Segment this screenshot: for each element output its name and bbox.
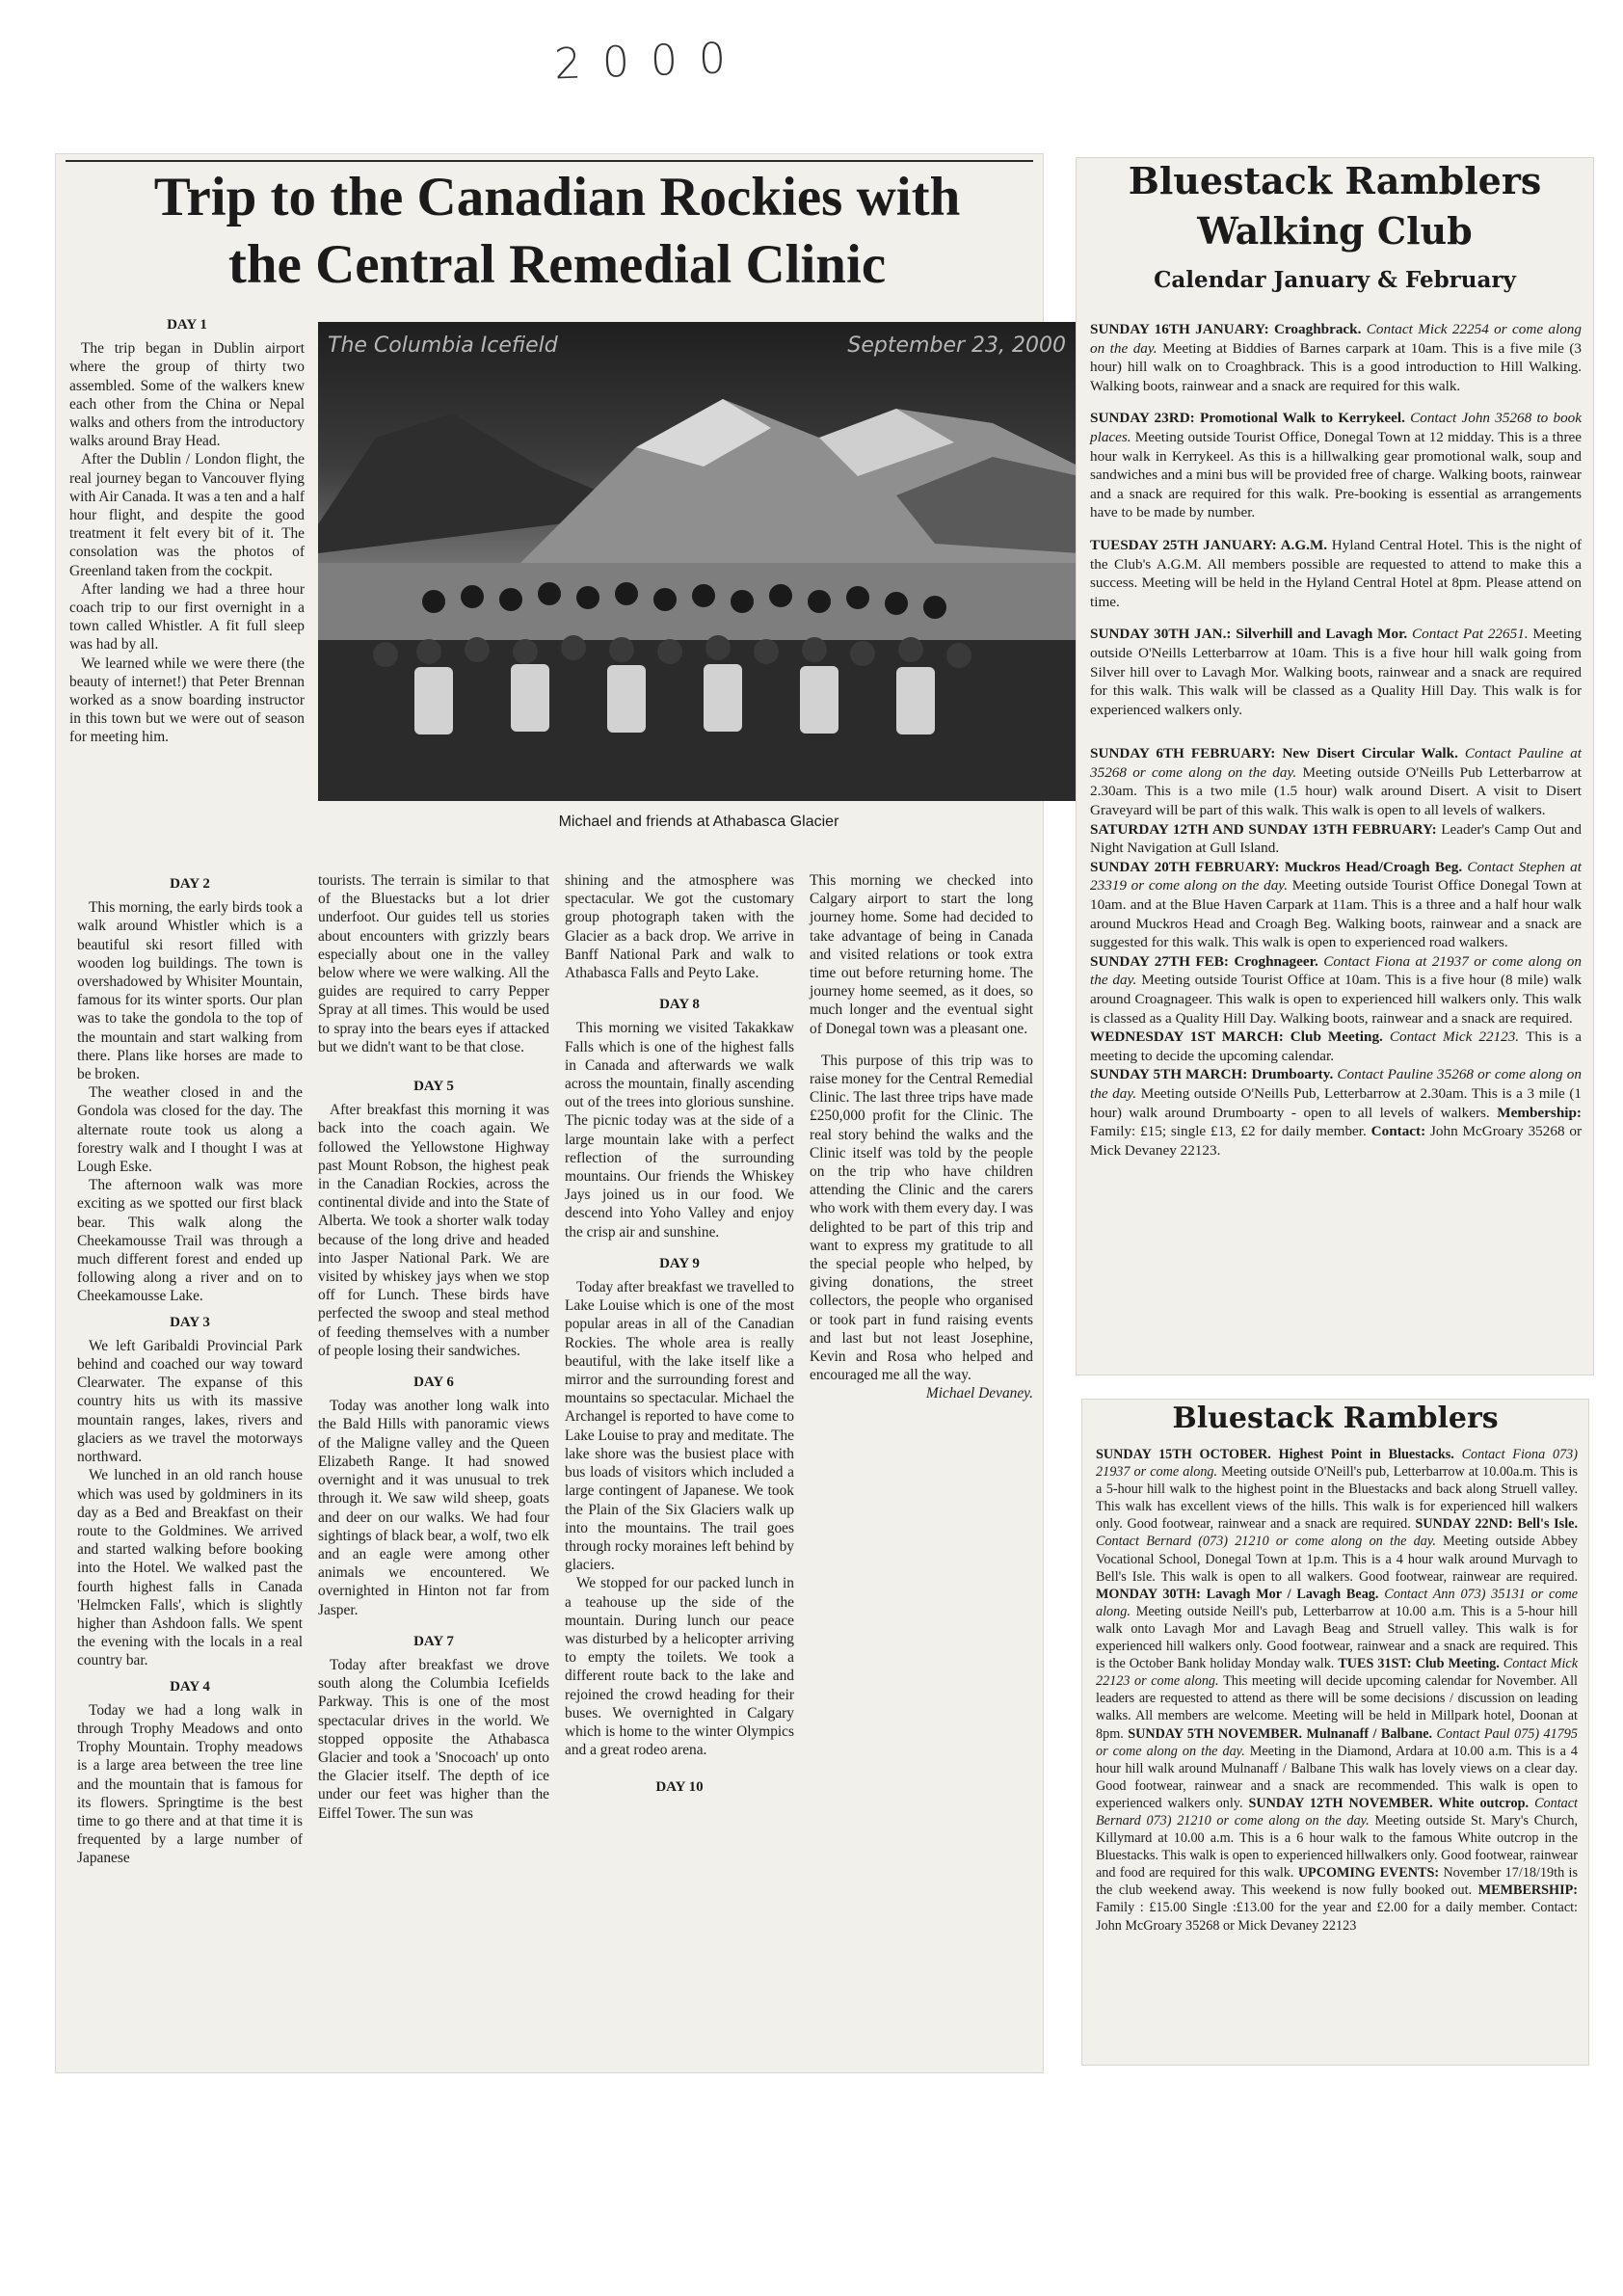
entry-text: Meeting outside O'Neills Pub, Letterbarrow at 2.30am. This is a 3 mile (1 hour) walk around Drumboarty - open to all levels of walkers. xyxy=(1090,1084,1582,1121)
entry-heading: SUNDAY 22ND: Bell's Isle. xyxy=(1415,1516,1578,1533)
entry-text: Leader's Camp Out and Night Navigation at Gull Island. xyxy=(1090,820,1582,857)
entry-heading: MEMBERSHIP: xyxy=(1477,1882,1578,1899)
paragraph: After the Dublin / London flight, the real journey began to Vancouver flying with Air Canada. It was a ten and a half hour flight, and despite the good treatment it felt every bit of it. The consolation was the photos of Greenland taken from the cockpit. xyxy=(69,451,305,579)
calendar-entry xyxy=(1090,952,1582,1028)
column-1-upper xyxy=(69,308,305,747)
paragraph: We stopped for our packed lunch in a teahouse up the side of the mountain. During lunch our peace was disturbed by a helicopter arriving to empty the toilets. We took a different route back to the lake and rejoined the crowd heading for their buses. We overnighted in Calgary which is home to the winter Olympics and a great rodeo arena. xyxy=(565,1575,794,1759)
day-heading: DAY 4 xyxy=(170,1678,210,1695)
entry-contact: Contact Fiona at 21937 or come along on the day. xyxy=(1090,952,1582,989)
day-heading: DAY 8 xyxy=(659,997,700,1013)
entry-text: November 17/18/19th is the club weekend away. This weekend is now fully booked out. xyxy=(1096,1865,1578,1899)
calendar-entry xyxy=(1090,1065,1582,1160)
entry-text: Meeting outside Tourist Office at 10am. This is a five hour (8 mile) walk around Croagnageer. This walk is open to experienced hill walkers only. This walk is classed as a Quality Hill Day. Walking boots, rainwear and a snack are required. xyxy=(1090,972,1582,1027)
calendar-title-line-2: Walking Club xyxy=(1197,209,1473,253)
entry-heading: SUNDAY 12TH NOVEMBER. White outcrop. xyxy=(1248,1795,1535,1811)
entry-heading: WEDNESDAY 1ST MARCH: Club Meeting. xyxy=(1090,1028,1390,1046)
paragraph: After breakfast this morning it was back into the coach again. We followed the Yellowstone Highway past Mount Robson, the highest peak in the Canadian Rockies, across the continental divide and into the State of Alberta. We took a shorter walk today because of the long drive and headed into Jasper National Park. We are visited by whiskey jays when we stop off for Lunch. These birds have perfected the swoop and steal method of feeding themselves with a number of people losing their sandwiches. xyxy=(318,1102,549,1359)
calendar-entry xyxy=(1090,320,1582,395)
photo-stamp-date: September 23, 2000 xyxy=(847,334,1066,358)
entry-heading: SATURDAY 12TH AND SUNDAY 13TH FEBRUARY: xyxy=(1090,820,1442,838)
top-rule xyxy=(66,160,1033,162)
entry-contact: Contact Ann 073) 35131 or come along. xyxy=(1096,1586,1578,1619)
column-1-lower xyxy=(77,868,303,1868)
entry-text: This is a meeting to decide the upcoming calendar. xyxy=(1090,1028,1583,1064)
day-heading: DAY 2 xyxy=(170,876,210,892)
entry-text: Meeting outside O'Neills Pub Letterbarrow at 2.30am. This is a two mile (1.5 hour) walk around Disert. A visit to Disert Graveyard will be part of this walk. This walk is open to all levels of walkers. xyxy=(1090,763,1582,819)
paragraph: Today after breakfast we drove south along the Columbia Icefields Parkway. This is one of the most spectacular drives in the world. We stopped opposite the Athabasca Glacier and took a 'Snocoach' up onto the Glacier itself. The depth of ice under our feet was higher than the Eiffel Tower. The sun was xyxy=(318,1656,549,1822)
paragraph: Today after breakfast we travelled to Lake Louise which is one of the most popular areas in all of the Canadian Rockies. The whole area is really beautiful, with the lake itself like a mirror and the surrounding forest and mountains so spectacular. Michael the Archangel is reported to have come to Lake Louise to pray and meditate. The lake shore was the busiest place with bus loads of visitors which included a large contingent of Japanese. We took the Plain of the Six Glaciers walk up into the mountains. The trail goes through rocky moraines left behind by glaciers. xyxy=(565,1279,794,1574)
entry-heading: SUNDAY 5TH NOVEMBER. Mulnanaff / Balbane. xyxy=(1128,1725,1437,1742)
entry-heading: SUNDAY 15TH OCTOBER. Highest Point in Bluestacks. xyxy=(1096,1447,1462,1462)
calendar-entry xyxy=(1090,744,1582,819)
ramblers-entries xyxy=(1096,1446,1578,1935)
paragraph: The trip began in Dublin airport where the group of thirty two assembled. Some of the walkers knew each other from the China or Nepal walks and others from the introductory walks around Bray Head. xyxy=(69,340,305,450)
entry-text: Meeting outside Abbey Vocational School, Donegal Town at 1p.m. This is a 4 hour walk around Murvagh to Bell's Isle. This walk is open to all walkers. Good footwear, rainwear are required. xyxy=(1096,1534,1578,1585)
entry-text: Meeting outside O'Neills Letterbarrow at 10am. This is a five hour hill walk going from Silver hill over to Lavagh Mor. Walking boots, rainwear and a snack are required for this walk. This walk will be classed as a Quality Hill Day. This walk is for experienced walkers only. xyxy=(1090,626,1583,718)
calendar-title-line-1: Bluestack Ramblers xyxy=(1128,159,1542,202)
day-heading: DAY 7 xyxy=(413,1633,454,1649)
entry-heading: TUESDAY 25TH JANUARY: A.G.M. xyxy=(1090,536,1332,553)
entry-contact: Contact Fiona 073) 21937 or come along. xyxy=(1096,1447,1578,1481)
paragraph: This morning we visited Takakkaw Falls which is one of the highest falls in Canada and afterwards we walk across the mountain, finally ascending out of the trees into glorious sunshine. The picnic today was at the side of a large mountain lake with a perfect reflection of the surrounding mountains. Our friends the Whiskey Jays joined us in our food. We descend into Yoho Valley and enjoy the crisp air and sunshine. xyxy=(565,1020,794,1241)
day-heading: DAY 6 xyxy=(413,1375,454,1391)
entry-contact: Contact Pauline 35268 or come along on the day. xyxy=(1090,1066,1582,1102)
paragraph: This purpose of this trip was to raise money for the Central Remedial Clinic. The last three trips have made £250,000 profit for the Clinic. The real story behind the walks and the Clinic itself was told by the people on the trip who have children attending the Clinic and the carers who work with them every day. I was delighted to be part of this trip and want to express my gratitude to all the special people who helped, by giving donations, the street collectors, the people who organised or took part in fund raising events and last but not least Josephine, Kevin and Rosa who helped and encouraged me all the way. xyxy=(810,1052,1033,1384)
entry-text: This meeting will decide upcoming calendar for November. All leaders are requested to attend as there will be some decisions / discussion on leading walks. All members are welcome. Meeting will be held in Millpark hotel, Doonan at 8pm. xyxy=(1096,1673,1578,1742)
headline-line-1: Trip to the Canadian Rockies with xyxy=(153,167,961,227)
group-photo xyxy=(318,322,1079,801)
entry-heading: SUNDAY 23RD: Promotional Walk to Kerrykeel. xyxy=(1090,410,1411,427)
entry-text: Meeting outside Tourist Office, Donegal Town at 12 midday. This is a three hour walk in Kerrykeel. As this is a hillwalking gear promotional walk, soup and sandwiches and a mini bus will be provided free of charge. Walking boots, rainwear and a snack are required for this walk. Pre-booking is essential as arrangements have to be made by number. xyxy=(1090,428,1582,521)
entry-contact: Contact John 35268 to book places. xyxy=(1090,410,1583,445)
entry-text: Meeting outside Neill's pub, Letterbarrow at 10.00 a.m. This is a 5-hour hill walk onto Lavagh Mor and Lavagh Beag and Struell valley. This walk is for experienced hill walkers only. Good footwear, rainwear and a snack are required. This is the October Bank holiday Monday walk. xyxy=(1096,1603,1578,1672)
paragraph: This morning we checked into Calgary airport to start the long journey home. Some had decided to take advantage of being in Canada and visited relations or took extra time out before returning home. The journey home seemed, as it does, so much longer and the eventual sight of Donegal town was a pleasant one. xyxy=(810,872,1033,1037)
entry-text: Meeting at Biddies of Barnes carpark at 10am. This is a five mile (3 hour) hill walk on to Croaghbrack. This is a good introduction to Hill Walking. Walking boots, rainwear and a snack are required for this walk. xyxy=(1090,339,1582,394)
photo-caption: Michael and friends at Athabasca Glacier xyxy=(558,814,839,830)
day-heading: DAY 1 xyxy=(167,317,207,333)
entry-heading: SUNDAY 5TH MARCH: Drumboarty. xyxy=(1090,1066,1338,1083)
photo-stamp-location: The Columbia Icefield xyxy=(328,334,558,358)
entry-heading: TUES 31ST: Club Meeting. xyxy=(1338,1656,1503,1672)
entry-heading: UPCOMING EVENTS: xyxy=(1297,1865,1444,1882)
entry-heading: SUNDAY 6TH FEBRUARY: New Disert Circular Walk. xyxy=(1090,745,1465,762)
paragraph: Today was another long walk into the Bald Hills with panoramic views of the Maligne valley and the Queen Elizabeth Range. It had snowed overnight and it was unusual to trek through it. We saw wild sheep, goats and deer on our walks. We had four sightings of black bear, a wolf, two elk and an eagle were among other animals we encountered. We overnighted in Hinton not far from Jasper. xyxy=(318,1398,549,1618)
entry-contact: Contact Bernard 073) 21210 or come along on the day. xyxy=(1096,1795,1578,1829)
entry-contact: Contact Pat 22651. xyxy=(1412,626,1533,643)
contact-text: John McGroary 35268 or Mick Devaney 22123. xyxy=(1090,1123,1583,1159)
entry-contact: Contact Mick 22123. xyxy=(1389,1028,1527,1046)
entry-text: Meeting outside O'Neill's pub, Letterbarrow at 10.00a.m. This is a 5-hour hill walk to the highest point in the Bluestacks and back along Struell valley. This walk has excellent views of the hills. This walk is for experienced hill walkers only. Good footwear, rainwear and a snack are required. xyxy=(1096,1464,1578,1533)
entry-text: Meeting in the Diamond, Ardara at 10.00 a.m. This is a 4 hour hill walk around Mulnanaff / Balbane This walk has lovely views on a clear day. Good footwear, rainwear and a snack are recommended. This walk is open to experienced walkers only. xyxy=(1096,1743,1578,1811)
entry-contact: Contact Pauline at 35268 or come along on the day. xyxy=(1090,745,1582,781)
paragraph: The afternoon walk was more exciting as we spotted our first black bear. This walk along the Cheekamousse Trail was through a much different forest and ended up following along a river and on to Cheekamousse Lake. xyxy=(77,1177,303,1305)
calendar-entry xyxy=(1090,1028,1582,1065)
paragraph: shining and the atmosphere was spectacular. We got the customary group photograph taken with the Glacier as a back drop. We arrive in Banff National Park and walk to Athabasca Falls and Peyto Lake. xyxy=(565,872,794,982)
calendar-entry xyxy=(1090,536,1582,611)
photo-illustration xyxy=(318,322,1079,801)
entry-contact: Contact Stephen at 23319 or come along on the day. xyxy=(1090,858,1582,894)
article-clipping xyxy=(56,154,1066,2072)
calendar-entry xyxy=(1090,858,1582,952)
calendar-clipping xyxy=(1077,158,1593,1375)
ramblers-clipping xyxy=(1082,1400,1588,2065)
entry-contact: Contact Bernard (073) 21210 or come along on the day. xyxy=(1096,1534,1444,1550)
paragraph: The weather closed in and the Gondola was closed for the day. The alternate route took us along a forestry walk and I thought I was at Lough Eske. xyxy=(77,1084,303,1176)
entry-heading: SUNDAY 27TH FEB: Croghnageer. xyxy=(1090,952,1324,970)
calendar-subtitle: Calendar January & February xyxy=(1154,267,1516,293)
contact-label: Contact: xyxy=(1370,1123,1430,1140)
ramblers-title: Bluestack Ramblers xyxy=(1172,1402,1499,1435)
entry-contact: Contact Paul 075) 41795 or come along on the day. xyxy=(1096,1725,1578,1759)
entry-heading: SUNDAY 30TH JAN.: Silverhill and Lavagh Mor. xyxy=(1090,626,1413,643)
paragraph: We lunched in an old ranch house which was used by goldminers in its day as a Bed and Breakfast on their route to the Goldmines. We arrived and started walking before booking into the Hotel. We walked past the fourth highest falls in Canada 'Helmcken Falls', which is slightly higher than Ashdoon falls. We spent the evening with the locals in a real country bar. xyxy=(77,1467,303,1669)
paragraph: We learned while we were there (the beauty of internet!) that Peter Brennan worked as a snow boarding instructor in this town but we were out of season for meeting him. xyxy=(69,654,305,746)
entry-contact: Contact Mick 22123 or come along. xyxy=(1096,1656,1579,1690)
paragraph: We left Garibaldi Provincial Park behind and coached our way toward Clearwater. The expanse of this country hits us with its massive mountain ranges, lakes, rivers and glaciers as we travel the motorways northward. xyxy=(77,1337,303,1466)
entry-heading: SUNDAY 16TH JANUARY: Croaghbrack. xyxy=(1090,321,1367,337)
column-4 xyxy=(810,871,1033,1403)
entry-heading: MONDAY 30TH: Lavagh Mor / Lavagh Beag. xyxy=(1096,1586,1385,1602)
entry-heading: SUNDAY 20TH FEBRUARY: Muckros Head/Croagh Beg. xyxy=(1090,858,1468,875)
membership-label: Membership: xyxy=(1497,1104,1582,1121)
calendar-entry xyxy=(1090,409,1582,522)
headline-line-2: the Central Remedial Clinic xyxy=(227,234,887,295)
paragraph: tourists. The terrain is similar to that of the Bluestacks but a lot drier underfoot. Our guides tell us stories about encounters with grizzly bears especially about one in the valley below where we were walking. All the guides are required to carry Pepper Spray at all times. This would be used to spray into the bears eyes if attacked but we didn't want to be that close. xyxy=(318,872,549,1055)
column-2 xyxy=(318,871,549,1823)
column-3 xyxy=(565,871,794,1802)
day-heading: DAY 5 xyxy=(413,1079,454,1095)
paragraph: This morning, the early birds took a walk around Whistler which is a beautiful ski resort filled with wooden log buildings. The town is overshadowed by Whisiter Mountain, famous for its winter sports. Our plan was to take the gondola to the top of the mountain and start walking from there. Plans like horses are made to be broken. xyxy=(77,899,303,1083)
entry-text: Family : £15.00 Single :£13.00 for the year and £2.00 for a daily member. Contact: John McGroary 35268 or Mick Devaney 22123 xyxy=(1096,1900,1578,1934)
calendar-entry xyxy=(1090,820,1582,858)
entry-text: Meeting outside Tourist Office Donegal Town at 10am. and at the Blue Haven Carpark at 11am. This is a three and a half hour walk around Muckros Head and Croagh Beg. Walking boots, rainwear and a snack are suggested for this walk. This walk is open to experienced road walkers. xyxy=(1090,877,1582,951)
calendar-entry xyxy=(1090,625,1582,719)
paragraph: Today we had a long walk in through Trophy Meadows and onto Trophy Mountain. Trophy meadows is a large area between the tree line and the mountain that is famous for its flowers. Springtime is the best time to go there and at that time it is frequented by a large number of Japanese xyxy=(77,1701,303,1867)
day-heading: DAY 10 xyxy=(655,1779,704,1796)
day-heading: DAY 3 xyxy=(170,1314,210,1330)
membership-text: Family: £15; single £13, £2 for daily member. xyxy=(1090,1123,1371,1140)
day-heading: DAY 9 xyxy=(659,1255,700,1271)
article-headline xyxy=(75,164,1039,299)
entry-text: Hyland Central Hotel. This is the night of the Club's A.G.M. All members possible are requested to attend to make this a success. Meeting will be held in the Hyland Central Hotel at 8pm. Please attend on time. xyxy=(1090,536,1583,610)
calendar-entries xyxy=(1090,320,1582,1160)
paragraph: After landing we had a three hour coach trip to our first overnight in a town called Whistler. A fit full sleep was had by all. xyxy=(69,580,305,654)
entry-text: Meeting outside St. Mary's Church, Killymard at 10.00 a.m. This is a 6 hour walk to the famous White outcrop in the Bluestacks. This walk is open to experienced hillwalkers only. Good footwear, rainwear and food are required for this walk. xyxy=(1096,1812,1579,1882)
entry-contact: Contact Mick 22254 or come along on the day. xyxy=(1090,321,1582,357)
author-signature: Michael Devaney. xyxy=(925,1385,1033,1402)
handwritten-year: 2000 xyxy=(553,33,748,90)
